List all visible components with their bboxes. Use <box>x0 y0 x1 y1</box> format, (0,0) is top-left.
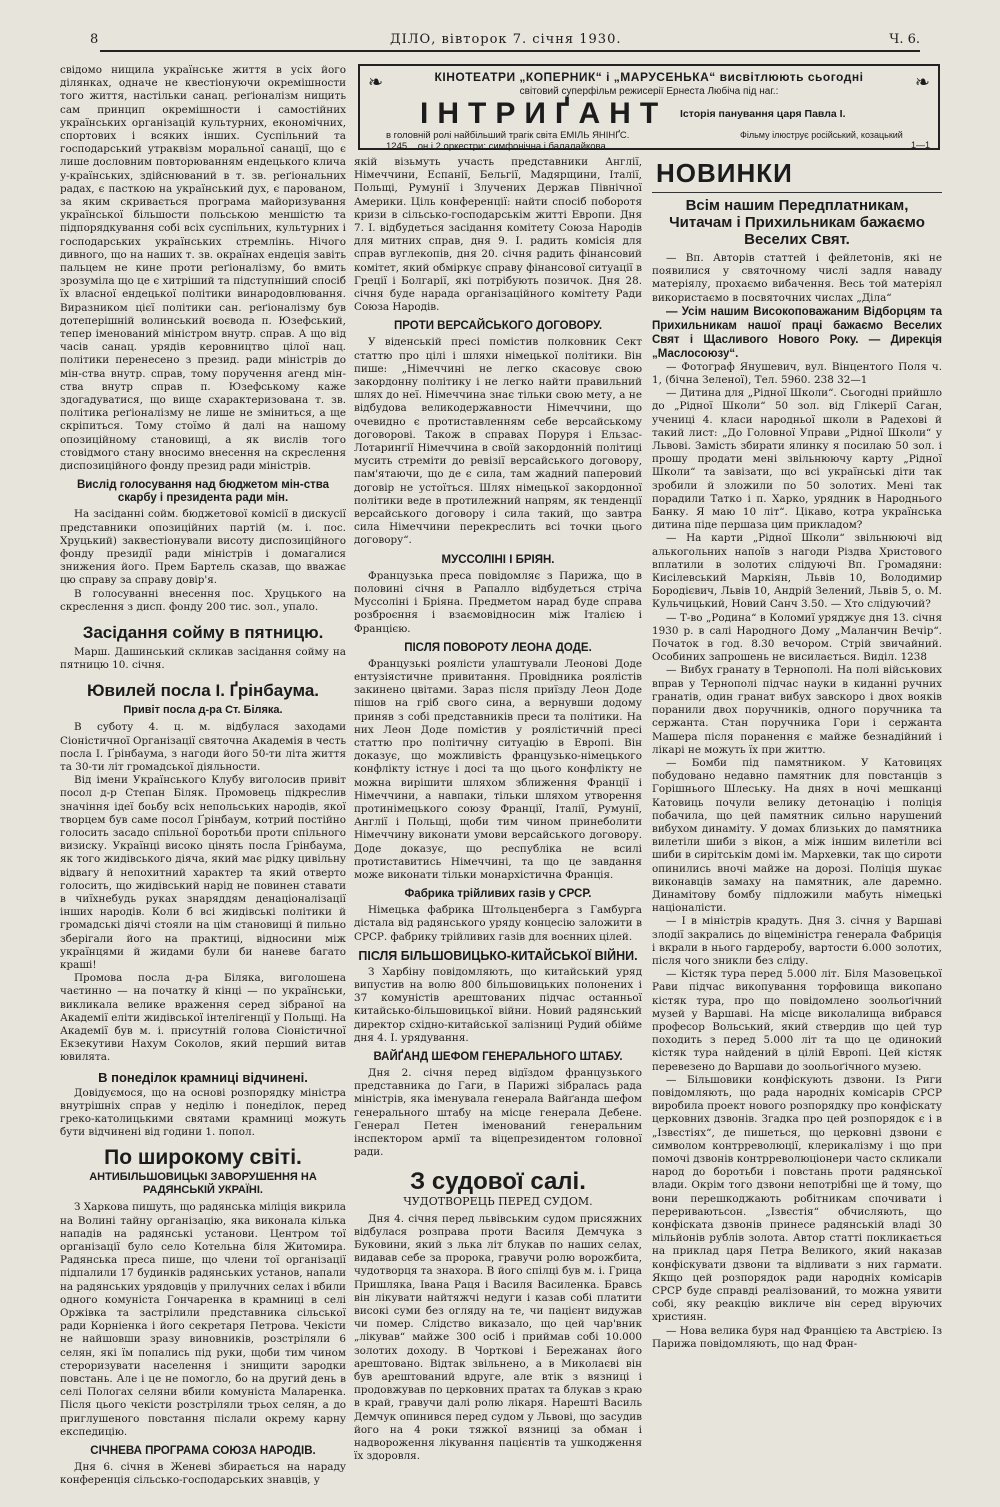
paragraph: Дня 6. січня в Женеві збирається на нараду конференція сільсько-господарських знавців, у <box>60 1461 346 1487</box>
paragraph: Французькі роялісти улаштували Леонові Доде ентузіястичне привитання. Провідника роялістів закинено цвітами. Зараз після приїзду Леон Доде пішов на гріб свого сина, а вернувши додому приняв з собі представників преси та політики. На них Леон Доде помістив у роялістичній пресі статтю про політичну ситуацію в Европі. Він доказує, що можливість французько-німецького конфлікту істнує і досі та що цього конфлікту не можна вирішити шляхом зближення Франції і Німеччини, а навпаки, тільки шляхом утворення протинімецького союзу Франції, Італії, Румунії, Англії і Польщі, щоби тим чином принеболити Німеччину виконати умови версайського договору. Доде доказує, що республіка не всилі протиставитись Німеччині, та що це завдання може виконати тільки монархістична Франція. <box>354 657 642 881</box>
ad-cast: в головній ролі найбільший трагік світа ЕМІЛЬ ЯНІНҐС. <box>386 130 630 141</box>
section-world-news: По широкому світі. <box>104 1146 302 1170</box>
headline-league-january: СІЧНЕВА ПРОГРАМА СОЮЗА НАРОДІВ. <box>90 1445 316 1458</box>
ad-headline: КІНОТЕАТРИ „КОПЕРНИК“ і „МАРУСЕНЬКА“ висвітлюють сьогодні <box>434 70 864 84</box>
newspaper-title-date: ДІЛО, вівторок 7. січня 1930. <box>390 32 622 47</box>
cinema-advertisement <box>358 64 940 150</box>
paragraph: Від імени Українського Клубу виголосив привіт посол д-р Степан Біляк. Промовець підкреслив значіння ідеї боьбу всіх непольських народів, якої творцем був саме посол Ґрінбаум, котрий постійно голосить засадо спільної боротьби проти спільного визиску. Українці високо цінять посла Ґрінбаума, як того жидівського діяча, який має рідку цивільну відвагу й непохитний характер та який отверто голосить, що жидівський нарід не повинен ставати в чиїхнебудь руках знаряддям денаціоналізації інших народів. Коли б всі жидівські політики й громадські діячі стояли на цім становищі й пильно зберігали його на практиці, відносини між українцями й жидами були би наневе багато краші! <box>60 774 346 971</box>
ad-orchestra: ...он і 2 оркестри: симфонічна і балалайкова. <box>409 141 609 152</box>
news-item: — На карти „Рідної Школи“ звільнюючі від алькогольних напоїв з нагоди Різдва Христового вплатили в золотих слідуючі Вп. Громадяни: Кисілевський Маркіян, Львів 10, Володимир Бородієвич, Львів 10, Андрій Зелений, Львів 5, о. М. Кульчицький, Новий Санч 3.50. — Хто слідуючий? <box>652 532 942 611</box>
column-middle <box>354 156 642 1463</box>
ad-code: 1245 <box>386 141 408 152</box>
headline-leon-daudet: ПІСЛЯ ПОВОРОТУ ЛЕОНА ДОДЕ. <box>404 641 592 654</box>
headline-miracle-worker: ЧУДОТВОРЕЦЬ ПЕРЕД СУДОМ. <box>403 1195 593 1209</box>
decorative-ornament-icon: ❧ <box>368 72 384 92</box>
section-news: НОВИНКИ <box>656 158 793 188</box>
ad-right-code: 1—1 <box>910 140 930 150</box>
news-item: — І в міністрів крадуть. Дня 3. січня у Варшаві злодії закрались до віцеміністра генерала Фабриція і вкрали в нього гардеробу, вартости 6.000 золотих, після чого зникли без сліду. <box>652 915 942 967</box>
paragraph: Дня 4. січня перед львівським судом присяжних відбулася розправа проти Василя Демчука з Буковини, який з лька літ блукав по наших селах, видавав себе за пророка, гравучи ролю ворожбита, чудотворця та знахора. В його спілці був м. і. Грица Пришляка, Івана Раця і Василя Василенка. Бравсь він лікувати найтяжчі недуги і казав собі платити високі суми без огляду на те, чи пацієнт видужав чи помер. Слідство виказало, що цей чар'вник „лікував“ майже 300 осіб і приймав собі 10.000 золотих доходу. В Чорткові і Бережанах його арештовано. Відтак звільнено, а в Миколаєві він був арештований вдруге, але втік з вязниці і продовжував по церковних пратах та блукав з краю в край, гравучи далі ролю лікаря. Нарешті Василь Демчук опинився перед судом у Львові, що засудив його на 4 роки тяжкої вязниці за обман і надвороження лікування пацієнтів та ушкодження їх здоровля. <box>354 1212 642 1463</box>
ad-cast-line <box>386 130 629 152</box>
column-right <box>652 156 942 1456</box>
section-court-room: З судової салі. <box>410 1168 586 1196</box>
headline-versailles: ПРОТИ ВЕРСАЙСЬКОГО ДОГОВОРУ. <box>393 320 603 333</box>
paragraph: В суботу 4. ц. м. відбулася заходами Сіоністичної Організації святочна Академія в честь посла І. Ґрінбаума, з нагоди його 50-ти літа життя та 30-ти літ громадської діяльности. <box>60 721 346 773</box>
masthead <box>90 32 920 52</box>
headline-weygand: ВАЙҐАНД ШЕФОМ ГЕНЕРАЛЬНОГО ШТАБУ. <box>373 1050 623 1063</box>
paragraph: Дня 2. січня перед відїздом французького представника до Гаги, в Парижі зібралась рада міністрів, яка іменувала генерала Вайґанда шефом генерального штабу на місце генерала Дебене. Генерал Петен іменований генеральним інспектором армії та віцепрезидентом головної ради. <box>354 1066 642 1159</box>
article-continuation: свідомо нищила українське життя в усіх його ділянках, одначе не квестіонуючи окремішности того життя, настільки санац. реґіоналізм нищить сам принцип окремішности і самостійних українських організацій культурних, економічних, спортових і всяких інших. Суспільний та господарський утраквізм моральної санації, що є лише дословним повторюванням ендецького клича у-країнських, здійснюваний в т. зв. реґіональних радах, є пасткою на український дух, є парованом, за яким скривається програма майоризування української більшости польською меншістю та підпорядкування собі всіх суспільних, культурних і господарських українських стремлінь. Нічого дивного, що на наших т. зв. окраїнах ендеція завіть пальцем не кине проти реґіоналізму, бо вмить зрозуміла що це є хитріший та підступніший спосіб їх власної ендецької політики винародовлювання. Виразником цієї політики сан. реґіоналізму був дотеперішній волинський воєвода п. Юзефський, тепер іменований міністром внутр. справ. А що від часів санац. урядів керовництво цілої нац. політики перенесено з презид. ради міністрів до мін-ства внутр. справ, тому поручення агенд мін-ства внутр справ п. Юзефському каже здогадуватися, що вище схарактеризована т. зв. політика реґіоналізму не лише не зміниться, а ще скріпиться. Тому стоїмо й далі на нашому опозиційному становищі, а як вислів того стовідмого стану вносимо внесення на скреслення диспозиційного фонду презид ради міністрів. <box>60 64 346 473</box>
news-item: — Дитина для „Рідної Школи“. Сьогодні прийшло до „Рідної Школи“ 50 зол. від Глікерії Саган, учениці 4. класи народньої школи в Радехові й такий лист: „До Головної Управи „Рідної Школи“ у Львові. Замість збирати ялинку я посилаю 50 зол. і прошу продати мені звільнюючу карту „Рідної Школи“ та завізати, що всі українські діти так зробили й зложили по 50 золотих. Мені так порадили Татко і п. Харко, урядник в Народнього Банку. Я маю 10 літ“. Цікаво, котра українська дитина піде першаза цим прикладом? <box>652 387 942 532</box>
headline-budget-vote: Вислід голосування над бюджетом мін-ства скарбу і президента ради мін. <box>76 479 330 505</box>
subheadline-jubilee: Привіт посла д-ра Ст. Біляка. <box>123 704 283 717</box>
ad-film-tagline: Історія панування царя Павла І. <box>680 108 846 120</box>
masthead-rule <box>100 50 920 52</box>
news-item: — Нова велика буря над Францією та Австрією. Із Парижа повідомляють, що над Фран- <box>652 1324 942 1350</box>
headline-anti-bolshevik: АНТИБІЛЬШОВИЦЬКІ ЗАВОРУШЕННЯ НА РАДЯНСЬКІЙ УКРАЇНІ. <box>89 1171 317 1197</box>
headline-jubilee: Ювилей посла І. Ґрінбаума. <box>86 681 320 701</box>
news-item: — Більшовики конфіскують дзвони. Із Риги повідомляють, що рада народніх комісарів СРСР виробила проект нового розпорядку про конфіскату церковних дзвонів. Згадка про цей розпорядок є і в „Ізвєстіях“, де пишеться, що церковні дзвони є символом контрреволюції, клерикалізму і що при помочі дзвонів контрреволюціонери часто скликали народ до боротьби і повстань проти радянської влади. Окрім того дзвони непотрібні ще й тому, що вони перешкоджають робітникам спочивати і перериваютьсон. „Ізвєстія“ обчисляють, що конфіската дзвонів принесе радянській владі 30 мільйонів рублів золота. Автор статті покликається на приклад царя Петра Великого, який наказав конфіскувати дзвони та відливати з них гармати. Якщо цей розпорядок ради народніх комісарів СРСР буде справді реалізований, то можна уявити собі, яку реакцію викличе він серед віруючих християн. <box>652 1073 942 1324</box>
paragraph: Німецька фабрика Штольценберга з Гамбурга дістала від радянського уряду концесію заложити в СРСР. фабрику трійливих газів для воєнних цілей. <box>354 904 642 943</box>
paragraph: На засіданні сойм. бюджетової комісії в дискусії представники опозиційних партій (м. і. пос. Хруцький) заквестіонували висоту диспозиційного фонду президії ради міністрів і домагалися знижения його. Прем Бартель сказав, що вважає цю справу за справу довір'я. <box>60 508 346 587</box>
news-item: — Бомби під памятником. У Катовицях побудовано недавно памятник для повстанців з Горішнього Шлеську. На днях в ночі мешканці Катовиць почули велику детонацію і поліція побачила, що цей памятник сильно нарушений вибухом динаміту. У домах близьких до памятника вилетіли шиби з вікон, а між іншим вилетіли всі шиби в сирітськім домі ім. Мархевки, так що сироти опинились вночі майже на дорозі. Поліція шукає виконавців замаху на памятник, але даремно. Динамітову бомбу підложили мабуть німецькі націоналісти. <box>652 756 942 915</box>
headline-sino-soviet-war: ПІСЛЯ БІЛЬШОВИЦЬКО-КИТАЙСЬКОЇ ВІЙНИ. <box>358 948 638 963</box>
ad-film-title: ІНТРИҐАНТ <box>420 97 668 130</box>
paragraph: Марш. Дашинський скликав засідання сойму на пятницю 10. січня. <box>60 645 346 672</box>
paragraph: З Харкова пишуть, що радянська міліція викрила на Волині тайну організацію, яка виконала кілька нападів на радянські установи. Центром тої організації було село Котельна біля Житомира. Радянська преса пише, що члени тої організації підпалили 17 будинків радянських установ, напали на радянських урядовців у прилучних селах і вбили одного комуніста Гончаренка в крамниці в селі Оржівка та застрілили представника сільської ради Корніенка і його секретаря Петрова. Чекісти не найшовши зразу виновників, розстріляли 6 селян, які їм попались під руки, щоби тим чином стероризувати населення і знищити зародки повстань. Але і це не помогло, бо на другий день в селі Пологах селяни вбили комуніста Маларенка. Після цього чекісти розстріляли трьох селян, а до приглушеного повстання післали окрему карну експедицію. <box>60 1201 346 1438</box>
paragraph: В голосуванні внесення пос. Хруцького на скреслення з дисп. фонду 200 тис. зол., упало. <box>60 587 346 613</box>
article-continuation: якій візьмуть участь представники Англії, Німеччини, Еспанії, Бельгії, Мадярщини, Італії, Польщі, Румунії і Злучених Держав Північної Америки. Ціль конференції: найти спосіб поборотя кризи в сільсько-господарськім житті Европи. Дня 7. І. відбудеться засідання комітету Союза Народів для митних справ, дня 9. І. радить комісія для справ вуглекопів, дня 20. січня радить фінансовий комітет, який обміркує справу фінансової ситуації в Греції і Болгарії, які потрібують позичок. Дня 28. січня буде нарада організаційного комітету Ради Союза Народів. <box>354 156 642 314</box>
paragraph: Промова посла д-ра Біляка, виголошена чаєтинно — на початку й кінці — по українськи, викликала велике враження серед зібраної на Академії еліти жидівської інтелігенції у Польщі. На Академії був м. і. присутній голова Сіоністичної Екзекутиви Нахум Соколов, який перший витав ювилята. <box>60 972 346 1064</box>
headline-gas-factory: Фабрика трійливих газів у СРСР. <box>404 888 592 901</box>
news-item-greeting: — Усім нашим Високоповажаним Відборцям та Прихильникам нашої праці бажаємо Веселих Свят і Щасливого Нового Року. — Дирекція „Маслосоюзу“. <box>652 305 942 360</box>
headline-mussolini-briand: МУССОЛІНІ І БРІЯН. <box>441 553 555 566</box>
news-item: — Т-во „Родина“ в Коломиї уряджує дня 13. січня 1930 р. в салі Народного Дому „Маланчин Вечір“. Початок в год. 8.30 вечором. Стрій звичайний. Особиних запрошень не висилається. Виділ. 1238 <box>652 611 942 664</box>
paragraph: Довідуємося, що на основі розпорядку міністра внутрішніх справ у неділю і понеділок, перед греко-католицькими святами крамниці можуть бути відчинені від години 1. попол. <box>60 1086 346 1139</box>
news-item: — Вп. Авторів статтей і фейлетонів, які не появилися у святочному числі задля наваду матеріялу, прохаємо вибачення. Весь той матеріял використаємо в посвяточних числах „Діла“ <box>652 252 942 304</box>
decorative-ornament-icon: ❧ <box>914 72 930 92</box>
divider <box>652 192 942 193</box>
paragraph: У віденській пресі помістив полковник Сект статтю про цілі і шляхи німецької політики. Він пише: „Німеччині не легко скасовує свою закордонну політику і не легко найти правильний шлях до неї. Німеччина знає тільки свою мету, а не відбудова великодержавности Німеччини, що очевидно є протиставленням себе версайському договорові. Також в справах Поруря і Ельзас-Лотарингії Німеччина в своїй закордонній політиці мусить стреміти до ревізії версайського договору, пам'ятаючи, що де є сила, там жадний паперовий договір не устоїться. Шлях німецької закордонної політики веде в протилежний напрям, як тенденції версайського договору і сила такий, що завтра сила Німеччини перекреслить всі точки цього договору“. <box>354 336 642 547</box>
paragraph: Французька преса повідомляє з Парижа, що в половині січня в Рапалло відбудеться стріча Муссоліні і Бріяна. Предметом нарад буде справа розброєння і взаємовідносин між Італією і Францією. <box>354 569 642 635</box>
ad-subline: світовий суперфільм режисерії Ернеста Любіча під наг.: <box>519 86 779 97</box>
paragraph: З Харбіну повідомляють, що китайський уряд випустив на волю 800 більшовицьких полонених і 37 комуністів арештованих підчас останньої китайсько-більшовицької війни. Новий радянський директор східно-китайської залізниці Рудий обійме дня 4. І. урядування. <box>354 965 642 1044</box>
headline-shops-open: В понеділок крамниці відчинені. <box>98 1069 308 1085</box>
news-item: — Фотограф Янушевич, вул. Вінцентого Поля ч. 1, (бічна Зеленої), Тел. 5960. 238 32—1 <box>652 360 942 387</box>
news-item: — Вибух гранату в Тернополі. На полі військових вправ у Тернополі підчас науки в киданні ручних гранатів, один гранат вибух завскоро і двох вояків поранили двох поручників, одного поручника та сержанта. Стан поручника Гори і сержанта Машера після поранення є майже безнадійний і лікарі не можуть їх при життю. <box>652 664 942 756</box>
issue-number: Ч. 6. <box>889 32 920 47</box>
ad-music: Фільму ілюструє російський, козацький <box>740 130 903 140</box>
holiday-greeting: Всім нашим Передплатникам, Читачам і Прихильникам бажаємо Веселих Свят. <box>669 197 925 248</box>
page-number: 8 <box>90 32 99 47</box>
ad-music-line <box>740 130 930 150</box>
column-left <box>60 64 346 1487</box>
headline-sejm-session: Засідання сойму в пятницю. <box>82 622 324 642</box>
news-item: — Кістяк тура перед 5.000 літ. Біля Мазовецької Рави підчас викопування торфовища викопано кістяк тура, про що повідомлено зоольоґічний музей у Варшаві. На місце виколалища вибрався професор Вольський, який ствердив що цей тур походить з перед 5.000 літ та що це одинокий кістяк тура найдений в цілій Европі. Цей кістяк перевезено до Варшави до зоольоґічного музею. <box>652 968 942 1073</box>
